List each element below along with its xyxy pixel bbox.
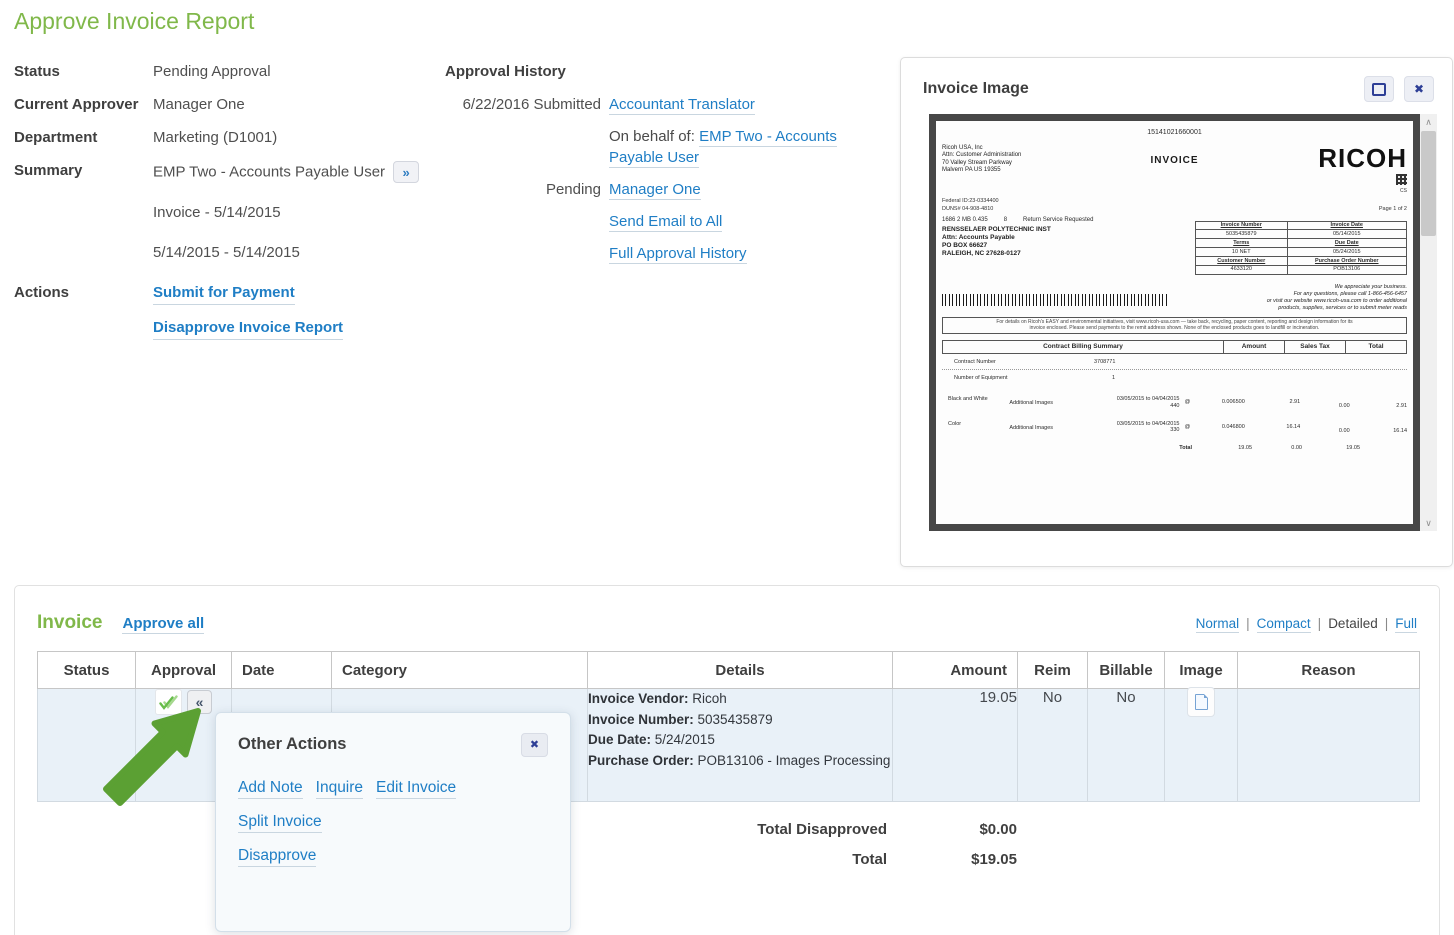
department-row: [14, 128, 454, 148]
summary-value: [153, 161, 419, 183]
other-actions-title: Other Actions: [238, 735, 347, 753]
scan-invoice-heading: INVOICE: [1150, 154, 1199, 166]
total-label: Total: [852, 851, 887, 868]
col-date: Date: [232, 652, 332, 689]
col-amount: Amount: [893, 652, 1018, 689]
current-approver-row: [14, 95, 454, 115]
scan-note: We appreciate your business. For any questions, please call 1-866-456-6457 or visit our website www.ricoh-usa.com to order additional products, supplies, services or to submit meter reads: [1266, 283, 1407, 311]
on-behalf-link[interactable]: EMP Two - Accounts Payable User: [609, 128, 837, 166]
chevron-double-right-icon: »: [402, 164, 410, 180]
scan-line-items: [942, 396, 1407, 453]
col-details: Details: [588, 652, 893, 689]
view-image-button[interactable]: [1187, 687, 1215, 717]
summary-line2-row: [14, 203, 454, 223]
approve-all-link[interactable]: Approve all: [122, 615, 205, 632]
col-reason: Reason: [1238, 652, 1420, 689]
summary-label: Summary: [14, 162, 83, 179]
approval-history: [445, 62, 895, 275]
add-note-link[interactable]: Add Note: [238, 779, 303, 799]
scan-billing-summary-header: Contract Billing Summary: [942, 340, 1224, 354]
other-actions-popup: [215, 712, 571, 932]
summary-line2: Invoice - 5/14/2015: [153, 204, 281, 221]
view-compact-link[interactable]: Compact: [1256, 616, 1311, 631]
summary-text: EMP Two - Accounts Payable User: [153, 163, 386, 181]
current-approver-label: Current Approver: [14, 96, 139, 113]
approve-line-button[interactable]: [155, 689, 182, 715]
actions-row: [14, 283, 454, 353]
status-value: Pending Approval: [153, 63, 271, 80]
scan-cs-label: CS: [1400, 188, 1407, 195]
split-invoice-link[interactable]: Split Invoice: [238, 813, 322, 833]
double-check-icon: [159, 695, 178, 710]
send-email-to-all-link[interactable]: Send Email to All: [609, 213, 723, 230]
pending-approver-link[interactable]: Manager One: [609, 181, 701, 198]
chevron-double-left-icon: «: [195, 694, 204, 710]
submit-for-payment-link[interactable]: Submit for Payment: [153, 283, 295, 305]
cell-details: Invoice Vendor: Ricoh Invoice Number: 5035435879 Due Date: 5/24/2015 Purchase Order: POB13106 - Images Processing: [588, 689, 893, 802]
current-approver-value: Manager One: [153, 96, 245, 113]
summary-line3-row: [14, 243, 454, 263]
document-icon: [1195, 694, 1208, 710]
scrollbar-thumb[interactable]: [1421, 131, 1436, 236]
total-disapproved-value: $0.00: [979, 821, 1017, 838]
submitted-by-link[interactable]: Accountant Translator: [609, 96, 755, 113]
maximize-icon: [1372, 83, 1386, 96]
invoice-section-title: Invoice: [37, 612, 103, 633]
scan-doc-number: 15141021660001: [1147, 129, 1202, 136]
expand-summary-button[interactable]: [393, 161, 419, 183]
close-icon: ✖: [529, 738, 540, 751]
on-behalf-of: [609, 126, 875, 168]
view-normal-link[interactable]: Normal: [1195, 616, 1240, 631]
qr-code-icon: [1396, 174, 1407, 185]
scan-line-item: Color Additional Images 03/05/2015 to 04/04/2015 330 @ 0.046800 16.14 0.00 16.14: [948, 420, 1408, 434]
pending-label: Pending: [545, 181, 601, 198]
scan-recipient-address: RENSSELAER POLYTECHNIC INST Attn: Accounts Payable PO BOX 66627 RALEIGH, NC 27628-0127: [942, 226, 1051, 257]
ricoh-logo: RICOH: [1318, 142, 1407, 173]
close-panel-button[interactable]: [1404, 76, 1434, 102]
image-scrollbar[interactable]: [1420, 114, 1437, 531]
scan-invoice-info-table: Invoice Number Invoice Date 5035435879 05/14/2015 Terms Due Date 10 NET 05/24/2015 Customer Number Purchase Order Number 4633120 POB13106: [1195, 221, 1407, 275]
disapprove-invoice-report-link[interactable]: Disapprove Invoice Report: [153, 318, 343, 340]
col-reim: Reim: [1018, 652, 1088, 689]
col-category: Category: [332, 652, 588, 689]
cell-reim: No: [1018, 689, 1088, 802]
table-header-row: [38, 652, 1420, 689]
department-value: Marketing (D1001): [153, 129, 278, 146]
collapse-actions-button[interactable]: [187, 690, 212, 714]
scroll-down-icon[interactable]: ∨: [1425, 518, 1432, 528]
status-label: Status: [14, 63, 60, 80]
cell-reason: [1238, 689, 1420, 802]
invoice-scan-frame: [929, 114, 1420, 531]
disapprove-link[interactable]: Disapprove: [238, 847, 316, 867]
cell-amount: 19.05: [893, 689, 1018, 802]
scroll-up-icon[interactable]: ∧: [1425, 117, 1432, 127]
full-approval-history-link[interactable]: Full Approval History: [609, 245, 747, 262]
view-full-link[interactable]: Full: [1395, 616, 1417, 631]
on-behalf-prefix: On behalf of:: [609, 128, 700, 145]
inquire-link[interactable]: Inquire: [316, 779, 363, 799]
close-icon: ✖: [1413, 82, 1425, 96]
status-row: [14, 62, 454, 82]
col-image: Image: [1165, 652, 1238, 689]
col-status: Status: [38, 652, 136, 689]
cell-status: [38, 689, 136, 802]
invoice-scan: 15141021660001 Ricoh USA, Inc Attn: Customer Administration 70 Valley Stream Parkway Malvern PA US 19355 INVOICE RICOH CS Federal ID:23-0334400 DUNS# 04-908-4810 Page 1 of 2 1686 2 MB 0.435 8 Return Service Requested RENSSELAER POLYTECHNIC INST Attn: Accounts Payable PO BOX 66627 RALEIGH, NC 27628-0127 Invoice Number Invoice Date 5035435879 05/14/2015 Terms Due Date 10 NET 05/24/2015 Customer Number Purchase Order Number 4633120 POB13106 We appreciate your business. For any questions, please call 1-866-456-6457 or visit our website www.ricoh-usa.com to order additional products, supplies, services or to submit meter reads For details on Ricoh's EASY and environmental initiatives, visit www.ricoh-usa.com — take back, recycling, paper content, reporting and design information for its invoice enclosed. Please send payments to the remit address shown. None of the enclosed products goes to landfill or incineration. Contract Billing Summary Amount Sales Tax Total Contract Number 3708771 Number of Equipment 1 Black and White Additional Images 03/05/2015 to 04/04/2015 440 @ 0.006500 2.91 0.00 2.91 Color Additional Images 03/05/2015 to 04/04/2015 330 @ 0.046800 16.14 0.00 16.14 Total 19.05 0.00 19.05: [942, 129, 1408, 452]
invoice-image-title: Invoice Image: [923, 80, 1029, 97]
scan-federal-ids: Federal ID:23-0334400 DUNS# 04-908-4810: [942, 197, 999, 212]
scan-fine-print: For details on Ricoh's EASY and environmental initiatives, visit www.ricoh-usa.com — take back, recycling, paper content, reporting and design information for its invoice enclosed. Please send payments to the remit address shown. None of the enclosed products goes to landfill or incineration.: [942, 317, 1407, 334]
submitted-date-label: 6/22/2016 Submitted: [462, 96, 601, 113]
scan-sender-address: Ricoh USA, Inc Attn: Customer Administration 70 Valley Stream Parkway Malvern PA US 19355: [942, 144, 1022, 174]
total-disapproved-label: Total Disapproved: [757, 821, 887, 838]
maximize-button[interactable]: [1364, 76, 1394, 102]
summary-line3: 5/14/2015 - 5/14/2015: [153, 244, 300, 261]
total-value: $19.05: [971, 851, 1017, 868]
scan-page-label: Page 1 of 2: [1378, 205, 1407, 212]
close-popup-button[interactable]: [521, 733, 548, 757]
approval-history-title: Approval History: [445, 63, 566, 80]
scan-total-row: Total 19.05 0.00 19.05: [1179, 445, 1360, 452]
summary-row: [14, 161, 454, 183]
invoice-image-panel: [900, 57, 1453, 567]
scan-line-item: Black and White Additional Images 03/05/2015 to 04/04/2015 440 @ 0.006500 2.91 0.00 2.91: [948, 395, 1408, 409]
col-billable: Billable: [1088, 652, 1165, 689]
department-label: Department: [14, 129, 98, 146]
cell-billable: No: [1088, 689, 1165, 802]
col-approval: Approval: [136, 652, 232, 689]
view-switcher: Normal | Compact | Detailed | Full: [1195, 616, 1417, 631]
edit-invoice-link[interactable]: Edit Invoice: [376, 779, 456, 799]
barcode: [942, 294, 1167, 306]
cell-image: [1165, 689, 1238, 802]
page-title: Approve Invoice Report: [14, 8, 255, 34]
actions-label: Actions: [14, 284, 70, 301]
view-detailed-current: Detailed: [1328, 616, 1378, 631]
report-details: [14, 62, 454, 366]
